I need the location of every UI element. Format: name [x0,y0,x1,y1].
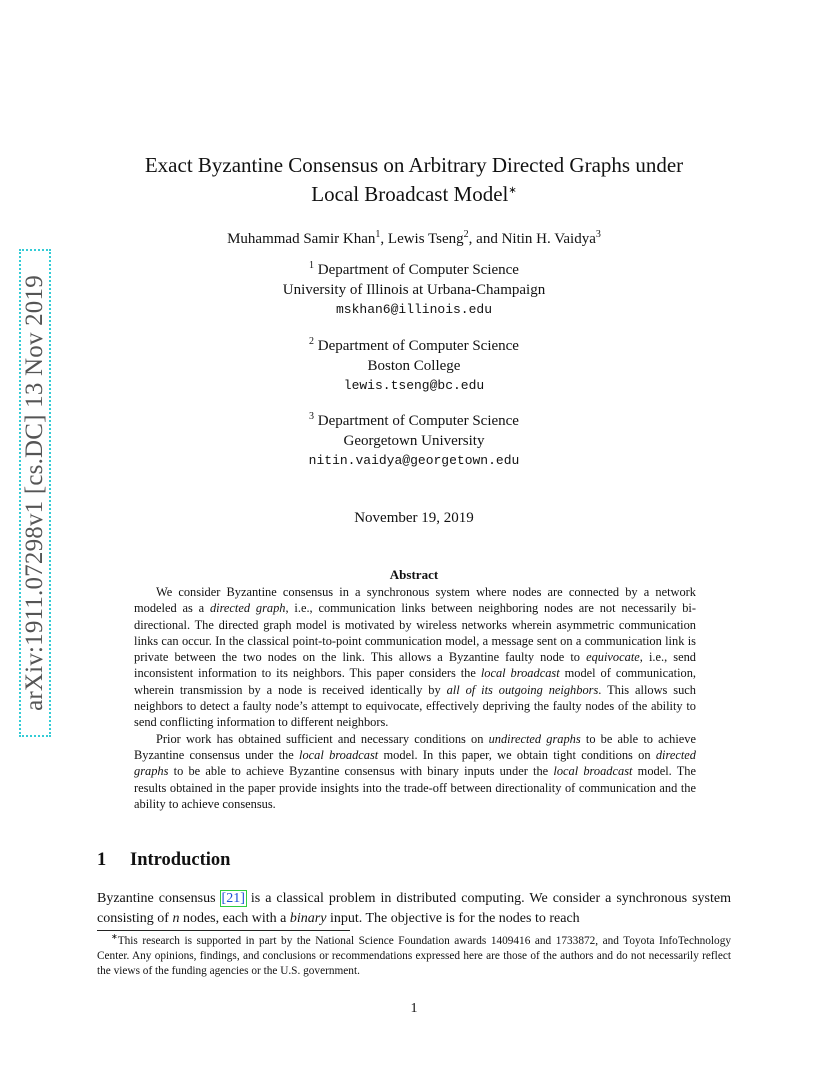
author-list [96,229,732,249]
affiliation-dept [96,412,732,432]
footnote-text: This research is supported in part by the National Science Foundation awards 1409416 and 1733872, and Toyota InfoTechnology Center. Any opinions, findings, and conclusions or recommendations expressed here are those of the authors and do not necessarily reflect the views of the funding agencies or the U.S. government. [97,935,731,977]
affiliation-mark: 3 [309,411,315,422]
abstract-paragraph-2: Prior work has obtained sufficient and necessary conditions on undirected graphs to be able to achieve Byzantine consensus under the local broadcast model. In this paper, we obtain tight conditions on directed graphs to be able to achieve Byzantine consensus with binary inputs under the local broadcast model. The results obtained in the paper provide insights into the trade-off between directionality of communication and the ability to achieve consensus. [134,731,696,811]
affiliation-institution: University of Illinois at Urbana-Champaign [282,281,546,298]
paper-date: November 19, 2019 [354,510,474,526]
author-name: Muhammad Samir Khan [227,231,376,247]
section-title: Introduction [130,850,231,870]
citation-link[interactable]: [21] [221,891,245,906]
title-footnote-mark: ∗ [508,185,517,196]
title-line-2: Local Broadcast Model∗ [311,182,517,206]
affiliation-institution: Boston College [367,357,461,374]
author-separator: , and [468,231,502,247]
affiliation-dept [96,261,732,281]
affiliation-email[interactable]: lewis.tseng@bc.edu [343,378,485,393]
title-line-1: Exact Byzantine Consensus on Arbitrary Directed Graphs under [144,153,684,177]
affiliation-email[interactable]: nitin.vaidya@georgetown.edu [308,453,520,468]
emphasis-text: local broadcast [553,764,633,779]
paper-title [96,151,732,209]
affiliation-block [96,261,732,320]
abstract-heading: Abstract [389,567,439,582]
author-separator: , [380,231,388,247]
affiliation-mark: 2 [309,336,315,347]
emphasis-text: equivocate [586,650,640,665]
emphasis-text: directed graphs [134,747,696,779]
affiliation-mark: 1 [309,260,315,271]
affiliation-institution: Georgetown University [343,432,485,449]
footnote [97,934,731,978]
emphasis-text: local broadcast [480,666,560,681]
footnote-mark: ∗ [111,932,118,942]
affiliation-block [96,337,732,396]
affiliation-dept-label: Department of Computer Science [317,262,519,278]
emphasis-text: local broadcast [299,747,379,762]
emphasis-text: all of its outgoing neighbors [446,682,599,697]
arxiv-id-stamp[interactable] [20,250,50,736]
affiliation-dept-label: Department of Computer Science [317,338,519,354]
affiliation-email[interactable]: mskhan6@illinois.edu [335,302,493,317]
emphasis-text: n [172,910,180,926]
author-name: Nitin H. Vaidya [501,231,596,247]
author-affil-mark: 3 [595,229,601,240]
arxiv-id-text: arXiv:1911.07298v1 [cs.DC] 13 Nov 2019 [21,275,48,711]
page-number: 1 [410,1001,418,1016]
emphasis-text: binary [289,910,327,926]
emphasis-text: undirected graphs [488,731,581,746]
abstract-paragraph-1: We consider Byzantine consensus in a synchronous system where nodes are connected by a network modeled as a directed graph, i.e., communication links between neighboring nodes are not necessarily bi-directional. The directed graph model is motivated by wireless networks wherein asymmetric communication links can occur. In the classical point-to-point communication model, a message sent on a communication link is private between the two nodes on the link. This allows a Byzantine faulty node to equivocate, i.e., send inconsistent information to its neighbors. This paper considers the local broadcast model of communication, wherein transmission by a node is received identically by all of its outgoing neighbors. This allows such neighbors to detect a faulty node’s attempt to equivocate, effectively depriving the faulty nodes of the ability to send conflicting information to different neighbors. [134,585,696,730]
author-name: Lewis Tseng [387,231,464,247]
intro-paragraph: Byzantine consensus [21] is a classical problem in distributed computing. We consider a synchronous system consisting of n nodes, each with a binary input. The objective is for the nodes to reach [97,891,731,926]
section-number: 1 [97,850,107,870]
affiliation-dept [96,337,732,357]
section-heading [97,850,230,871]
emphasis-text: directed graph [209,601,286,616]
author-affil-mark: 1 [375,229,381,240]
affiliation-block [96,412,732,471]
footnote-rule [97,930,350,931]
author-affil-mark: 2 [463,229,469,240]
abstract-body [134,584,696,812]
affiliation-dept-label: Department of Computer Science [317,413,519,429]
